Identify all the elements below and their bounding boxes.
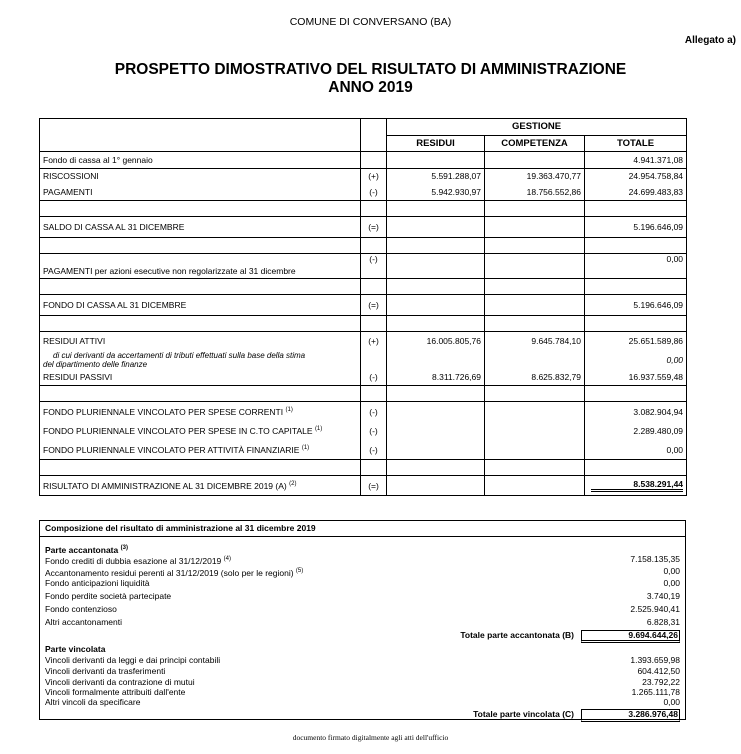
row-sign: (=) [361, 294, 387, 315]
row-label: Fondo di cassa al 1° gennaio [40, 152, 361, 169]
table-row [40, 331, 687, 350]
row-total: 25.651.589,86 [585, 331, 687, 350]
competenza-header: COMPETENZA [485, 135, 585, 152]
di-cui-line-2: del dipartimento delle finanze [43, 359, 148, 369]
table-row [40, 168, 687, 184]
row-sign: (=) [361, 216, 387, 237]
attachment-label: Allegato a) [684, 35, 736, 46]
table-row [40, 440, 687, 460]
row-label: PAGAMENTI per azioni esecutive non regolarizzate al 31 dicembre [40, 253, 361, 278]
composition-title: Composizione del risultato di amministrazione al 31 dicembre 2019 [40, 521, 685, 537]
row-competenza: 19.363.470,77 [485, 168, 585, 184]
row-sign: (-) [361, 253, 387, 278]
table-row [40, 294, 687, 315]
accantonata-heading: Parte accantonata $^{(3)}$ [45, 544, 128, 555]
vincolata-heading: Parte vincolata [45, 644, 106, 654]
row-label: RESIDUI ATTIVI [40, 331, 361, 350]
row-sign: (-) [361, 370, 387, 386]
table-row [40, 350, 687, 370]
totale-header: TOTALE [585, 135, 687, 152]
row-total: 0,00 [585, 440, 687, 460]
municipality-name: COMUNE DI CONVERSANO (BA) [289, 16, 452, 28]
row-label: RISCOSSIONI [40, 168, 361, 184]
table-row [40, 216, 687, 237]
row-competenza: 18.756.552,86 [485, 184, 585, 200]
list-item: Fondo contenzioso 2.525.940,41 [45, 604, 680, 614]
row-residui: 5.591.288,07 [387, 168, 485, 184]
row-total: 5.196.646,09 [585, 216, 687, 237]
cash-result-table [39, 118, 687, 496]
title-line-1: PROSPETTO DIMOSTRATIVO DEL RISULTATO DI AMMINISTRAZIONE [114, 61, 627, 78]
row-residui: 8.311.726,69 [387, 370, 485, 386]
row-label: PAGAMENTI [40, 184, 361, 200]
table-row [40, 184, 687, 200]
row-label: FONDO PLURIENNALE VINCOLATO PER ATTIVITÀ FINANZIARIE $^{(1)}$ [40, 440, 361, 460]
row-total: 5.196.646,09 [585, 294, 687, 315]
table-row [40, 152, 687, 169]
row-sign: (=) [361, 476, 387, 496]
row-label: RESIDUI PASSIVI [40, 370, 361, 386]
row-label: SALDO DI CASSA AL 31 DICEMBRE [40, 216, 361, 237]
gestione-header: GESTIONE [387, 119, 687, 136]
row-competenza: 9.645.784,10 [485, 331, 585, 350]
list-item: Accantonamento residui perenti al 31/12/2019 (solo per le regioni) $^{(5)}$ 0,00 [45, 566, 680, 578]
row-label: FONDO PLURIENNALE VINCOLATO PER SPESE IN C.TO CAPITALE $^{(1)}$ [40, 421, 361, 440]
row-total: 0,00 [585, 253, 687, 278]
row-total: 24.954.758,84 [585, 168, 687, 184]
result-total: 8.538.291,44 [591, 479, 683, 492]
row-total: 2.289.480,09 [585, 421, 687, 440]
residui-header: RESIDUI [387, 135, 485, 152]
di-cui-line-1: di cui derivanti da accertamenti di tributi effettuati sulla base della stima [53, 350, 306, 360]
row-label: FONDO DI CASSA AL 31 DICEMBRE [40, 294, 361, 315]
footer-note: documento firmato digitalmente agli atti dell'ufficio [292, 733, 449, 742]
list-item: Fondo perdite società partecipate 3.740,19 [45, 591, 680, 601]
row-total: 3.082.904,94 [585, 402, 687, 422]
list-item: Altri vincoli da specificare 0,00 [45, 697, 680, 707]
composition-section [39, 520, 686, 720]
list-item: Fondo anticipazioni liquidità 0,00 [45, 578, 680, 588]
row-total: 0,00 [585, 350, 687, 370]
row-sign: (-) [361, 402, 387, 422]
row-total: 4.941.371,08 [585, 152, 687, 169]
row-total: 16.937.559,48 [585, 370, 687, 386]
table-row [40, 421, 687, 440]
row-residui: 5.942.930,97 [387, 184, 485, 200]
list-item: Vincoli derivanti da leggi e dai principi contabili 1.393.659,98 [45, 655, 680, 665]
row-sign: (-) [361, 421, 387, 440]
list-item: Vincoli derivanti da trasferimenti 604.412,50 [45, 666, 680, 676]
table-row [40, 402, 687, 422]
table-row [40, 370, 687, 386]
row-label: FONDO PLURIENNALE VINCOLATO PER SPESE CORRENTI $^{(1)}$ [40, 402, 361, 422]
row-label: RISULTATO DI AMMINISTRAZIONE AL 31 DICEMBRE 2019 (A) $^{(2)}$ [40, 476, 361, 496]
table-row [40, 476, 687, 496]
row-sign: (-) [361, 440, 387, 460]
row-sign: (+) [361, 168, 387, 184]
row-total: 24.699.483,83 [585, 184, 687, 200]
document-title [0, 61, 741, 97]
row-sign: (-) [361, 184, 387, 200]
title-line-2: ANNO 2019 [328, 79, 413, 96]
list-item: Fondo crediti di dubbia esazione al 31/12/2019 $^{(4)}$ 7.158.135,35 [45, 554, 680, 566]
list-item: Vincoli derivanti da contrazione di mutui 23.792,22 [45, 677, 680, 687]
table-row [40, 253, 687, 278]
row-residui: 16.005.805,76 [387, 331, 485, 350]
list-item: Altri accantonamenti 6.828,31 [45, 617, 680, 627]
list-item: Vincoli formalmente attribuiti dall'ente 1.265.111,78 [45, 687, 680, 697]
row-competenza: 8.625.832,79 [485, 370, 585, 386]
accantonata-total: Totale parte accantonata (B) 9.694.644,26 [45, 630, 680, 641]
vincolata-total: Totale parte vincolata (C) 3.286.976,48 [45, 709, 680, 720]
row-sign: (+) [361, 331, 387, 350]
